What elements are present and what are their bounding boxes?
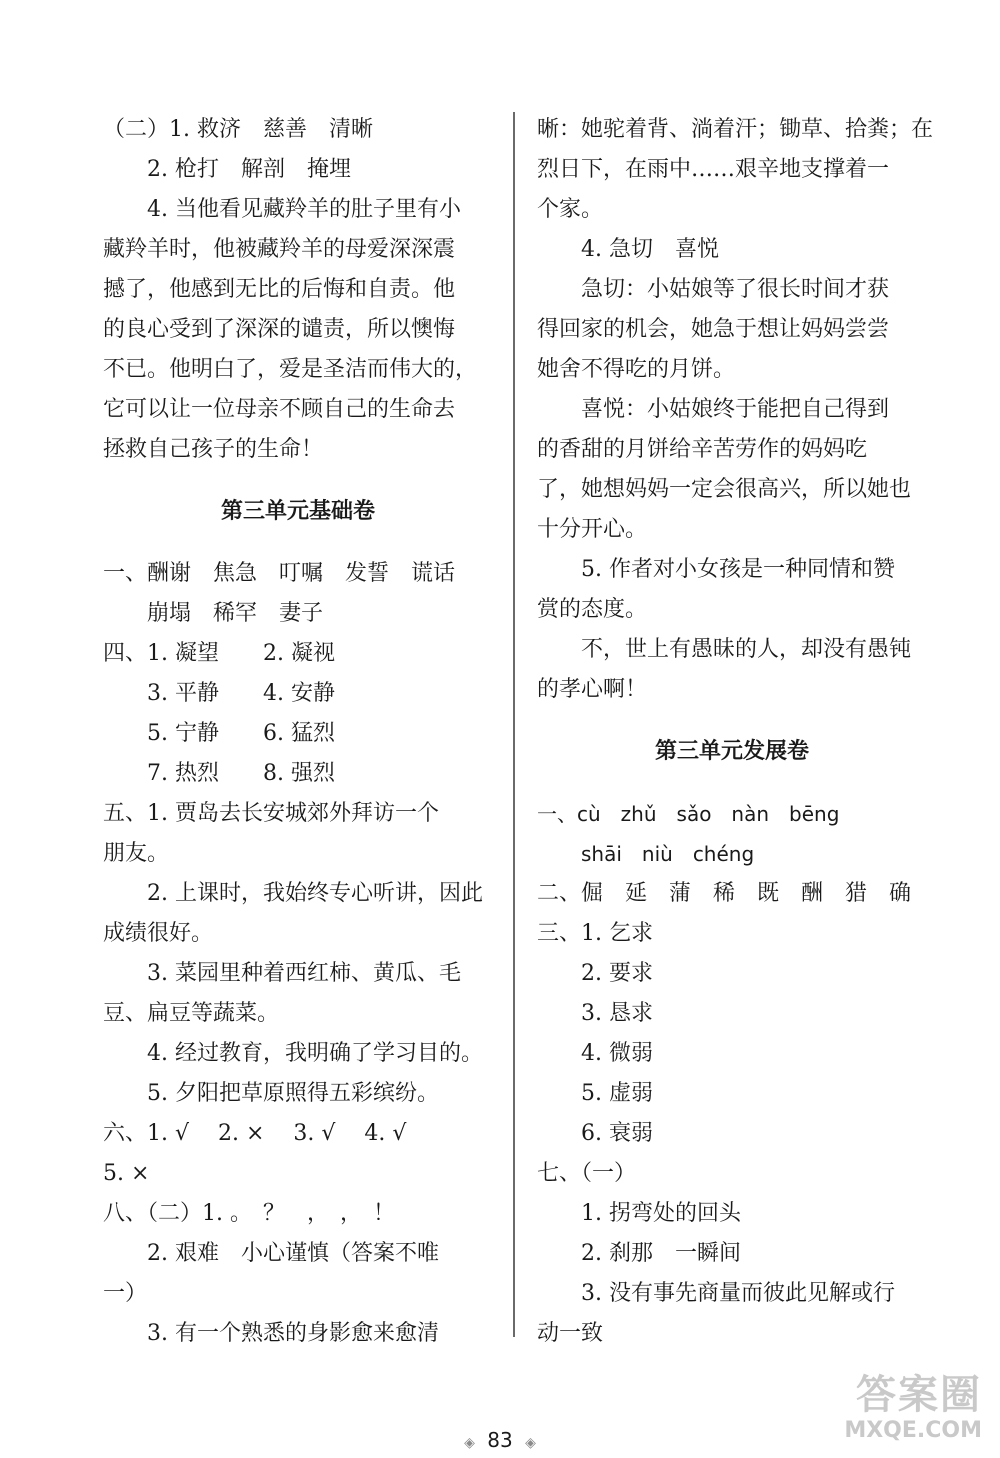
page-number: 83 — [487, 1428, 513, 1452]
watermark-url: MXQE.COM — [844, 1418, 982, 1443]
answer-line: 5. 作者对小女孩是一种同情和赞 — [581, 557, 895, 582]
answer-line: 了，她想妈妈一定会很高兴，所以她也 — [537, 477, 912, 502]
answer-line: 1. 拐弯处的回头 — [581, 1201, 741, 1226]
answer-line: 三、1. 乞求 — [537, 921, 653, 946]
answer-line: 五、1. 贾岛去长安城郊外拜访一个 — [103, 801, 439, 826]
answer-line: 二、倔 延 蒲 稀 既 酬 猎 确 — [537, 881, 912, 906]
answer-line: 拯救自己孩子的生命！ — [103, 437, 324, 462]
answer-line: 2. 刹那 一瞬间 — [581, 1241, 741, 1266]
answer-line: shāi niù chéng — [581, 842, 755, 866]
answer-line: 2. 艰难 小心谨慎（答案不唯 — [147, 1241, 439, 1266]
answer-line: 不已。他明白了，爱是圣洁而伟大的， — [103, 357, 478, 382]
answer-line: 的孝心啊！ — [537, 677, 648, 702]
answer-line: 一） — [103, 1281, 148, 1306]
section-heading: 第三单元发展卷 — [654, 739, 809, 764]
answer-line: 朋友。 — [103, 841, 170, 866]
answer-line: 2. 上课时，我始终专心听讲，因此 — [147, 881, 483, 906]
answer-line: 3. 有一个熟悉的身影愈来愈清 — [147, 1321, 439, 1346]
answer-line: 5. 虚弱 — [581, 1081, 653, 1106]
answer-line: 一、cù zhǔ sǎo nàn bēng — [537, 802, 840, 826]
answer-line: 5. 宁静 6. 猛烈 — [147, 721, 335, 746]
answer-line: 藏羚羊时，他被藏羚羊的母爱深深震 — [103, 237, 456, 262]
answer-line: 4. 经过教育，我明确了学习目的。 — [147, 1041, 483, 1066]
answer-line: 4. 微弱 — [581, 1041, 653, 1066]
answer-line: 不，世上有愚昧的人，却没有愚钝 — [581, 637, 912, 662]
answer-line: 2. 枪打 解剖 掩埋 — [147, 157, 351, 182]
right-column — [537, 110, 934, 1354]
answer-line: 2. 要求 — [581, 961, 653, 986]
answer-line: 豆、扁豆等蔬菜。 — [103, 1001, 280, 1026]
answer-line: 的良心受到了深深的谴责，所以懊悔 — [103, 317, 456, 342]
answer-line: 十分开心。 — [537, 517, 648, 542]
answer-line: 动一致 — [537, 1321, 604, 1346]
answer-line: 5. 夕阳把草原照得五彩缤纷。 — [147, 1081, 439, 1106]
ornament-icon: ◈ — [525, 1435, 536, 1451]
answer-line: 个家。 — [537, 197, 604, 222]
answer-line: 得回家的机会，她急于想让妈妈尝尝 — [537, 317, 890, 342]
answer-line: 撼了，他感到无比的后悔和自责。他 — [103, 277, 456, 302]
answer-line: 一、酬谢 焦急 叮嘱 发誓 谎话 — [103, 561, 456, 586]
answer-line: 它可以让一位母亲不顾自己的生命去 — [103, 397, 456, 422]
answer-line: 5. × — [103, 1161, 150, 1186]
answer-line: 急切：小姑娘等了很长时间才获 — [581, 277, 890, 302]
answer-line: （二）1. 救济 慈善 清晰 — [103, 117, 373, 142]
answer-line: 赏的态度。 — [537, 597, 648, 622]
ornament-icon: ◈ — [464, 1435, 475, 1451]
answer-line: 她舍不得吃的月饼。 — [537, 357, 736, 382]
answer-line: 3. 没有事先商量而彼此见解或行 — [581, 1281, 895, 1306]
answer-line: 的香甜的月饼给辛苦劳作的妈妈吃 — [537, 437, 868, 462]
answer-line: 3. 平静 4. 安静 — [147, 681, 335, 706]
answer-line: 7. 热烈 8. 强烈 — [147, 761, 335, 786]
answer-line: 4. 当他看见藏羚羊的肚子里有小 — [147, 197, 461, 222]
watermark-text: 答案圈 — [856, 1372, 982, 1418]
answer-line: 六、1. √ 2. × 3. √ 4. √ — [103, 1121, 407, 1146]
answer-line: 八、（二）1. 。 ？ ， ， ！ — [103, 1201, 395, 1226]
left-column — [103, 110, 493, 1354]
section-heading: 第三单元基础卷 — [220, 499, 375, 524]
watermark-logo — [812, 1372, 982, 1452]
answer-line: 晰：她驼着背、淌着汗；锄草、拾粪；在 — [537, 117, 934, 142]
answer-line: 四、1. 凝望 2. 凝视 — [103, 641, 335, 666]
answer-line: 3. 菜园里种着西红柿、黄瓜、毛 — [147, 961, 461, 986]
answer-line: 喜悦：小姑娘终于能把自己得到 — [581, 397, 890, 422]
answer-line: 3. 恳求 — [581, 1001, 653, 1026]
answer-line: 4. 急切 喜悦 — [581, 237, 719, 262]
answer-line: 成绩很好。 — [103, 921, 214, 946]
answer-line: 崩塌 稀罕 妻子 — [147, 601, 324, 626]
answer-line: 七、（一） — [537, 1161, 637, 1186]
column-divider — [513, 112, 515, 1337]
answer-line: 烈日下，在雨中……艰辛地支撑着一 — [537, 157, 890, 182]
answer-line: 6. 衰弱 — [581, 1121, 653, 1146]
